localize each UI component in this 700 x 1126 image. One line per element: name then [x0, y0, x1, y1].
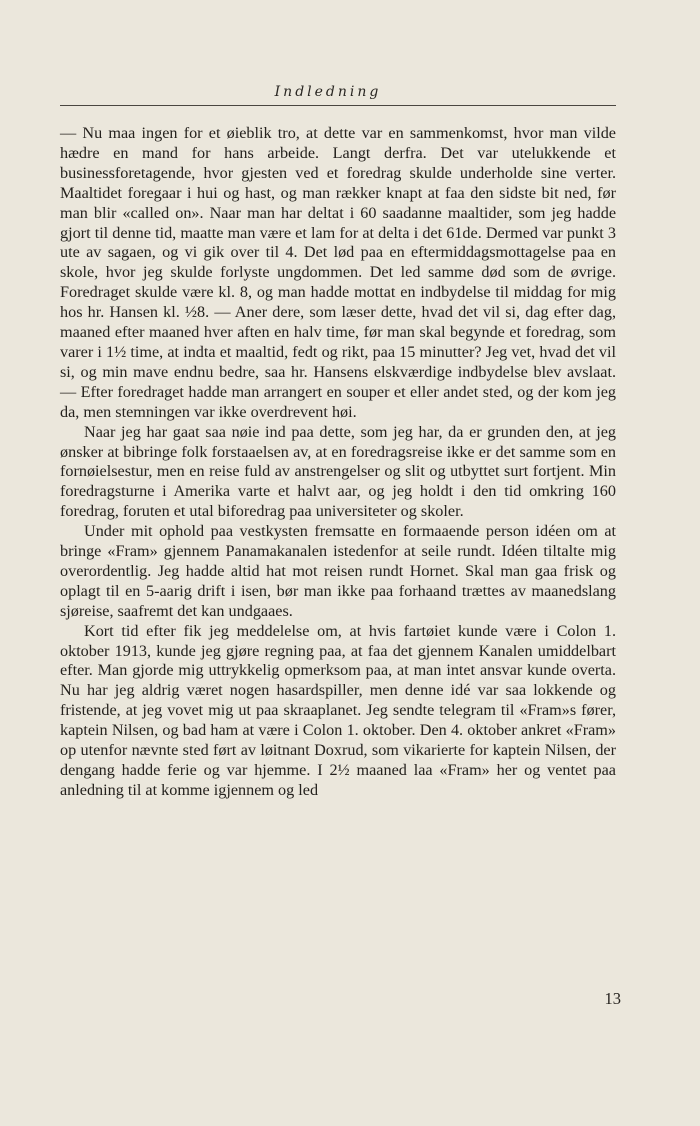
- header-rule: [60, 105, 616, 106]
- page-number: 13: [604, 989, 621, 1008]
- body-text: [60, 124, 616, 801]
- paragraph: Kort tid efter fik jeg meddelelse om, at hvis fartøiet kunde være i Colon 1. oktober 1913, kunde jeg gjøre regning paa, at faa det gjennem Kanalen umiddelbart efter. Man gjorde mig uttrykkelig opmerksom paa, at man intet ansvar kunde overta. Nu har jeg aldrig været nogen hasardspiller, men denne idé var saa lokkende og fristende, at jeg vovet mig ut paa skraaplanet. Jeg sendte telegram til «Fram»s fører, kaptein Nilsen, og bad ham at være i Colon 1. oktober. Den 4. oktober ankret «Fram» op utenfor nævnte sted ført av løitnant Doxrud, som vikarierte for kaptein Nilsen, der dengang hadde ferie og var hjemme. I 2½ maaned laa «Fram» her og ventet paa anledning til at komme igjennem og led: [60, 621, 616, 799]
- paragraph: Naar jeg har gaat saa nøie ind paa dette, som jeg har, da er grunden den, at jeg ønsker at bibringe folk forstaaelsen av, at en foredragsreise ikke er det samme som en fornøielsestur, men en reise fuld av anstrengelser og slit og utbyttet surt fortjent. Min foredragsturne i Amerika varte et halvt aar, og jeg holdt i den tid omkring 160 foredrag, foruten et utal biforedrag paa universiteter og skoler.: [60, 422, 616, 521]
- paragraph: — Nu maa ingen for et øieblik tro, at dette var en sammenkomst, hvor man vilde hædre en mand for hans arbeide. Langt derfra. Det var utelukkende et businessforetagende, hvor gjesten ved et foredrag skulde underholde sine verter. Maaltidet foregaar i hui og hast, og man rækker knapt at faa den sidste bit ned, før man blir «called on». Naar man har deltat i 60 saadanne maaltider, som jeg hadde gjort til denne tid, maatte man være et lam for at delta i det 61de. Dermed var punkt 3 ute av sagaen, og vi gik over til 4. Det lød paa en eftermiddagsmottagelse paa en skole, hvor jeg skulde forlyste ungdommen. Det led samme død som de øvrige. Foredraget skulde være kl. 8, og man hadde mottat en indbydelse til middag for mig hos hr. Hansen kl. ½8. — Aner dere, som læser dette, hvad det vil si, dag efter dag, maaned efter maaned hver aften en halv time, før man skal begynde et foredrag, som varer i 1½ time, at indta et maaltid, fedt og rikt, paa 15 minutter? Jeg vet, hvad det vil si, og min mave endnu bedre, saa hr. Hansens elskværdige indbydelse blev avslaat. — Efter foredraget hadde man arrangert en souper et eller andet sted, og der kom jeg da, men stemningen var ikke overdrevent høi.: [60, 124, 616, 421]
- paragraph: Under mit ophold paa vestkysten fremsatte en formaaende person idéen om at bringe «Fram» gjennem Panamakanalen istedenfor at seile rundt. Idéen tiltalte mig overordentlig. Jeg hadde altid hat mot reisen rundt Hornet. Skal man gaa frisk og oplagt til en 5-aarig drift i isen, bør man ikke paa forhaand trættes av maanedslang sjøreise, saafremt det kan undgaaes.: [60, 522, 616, 620]
- running-head: Indledning: [274, 84, 382, 100]
